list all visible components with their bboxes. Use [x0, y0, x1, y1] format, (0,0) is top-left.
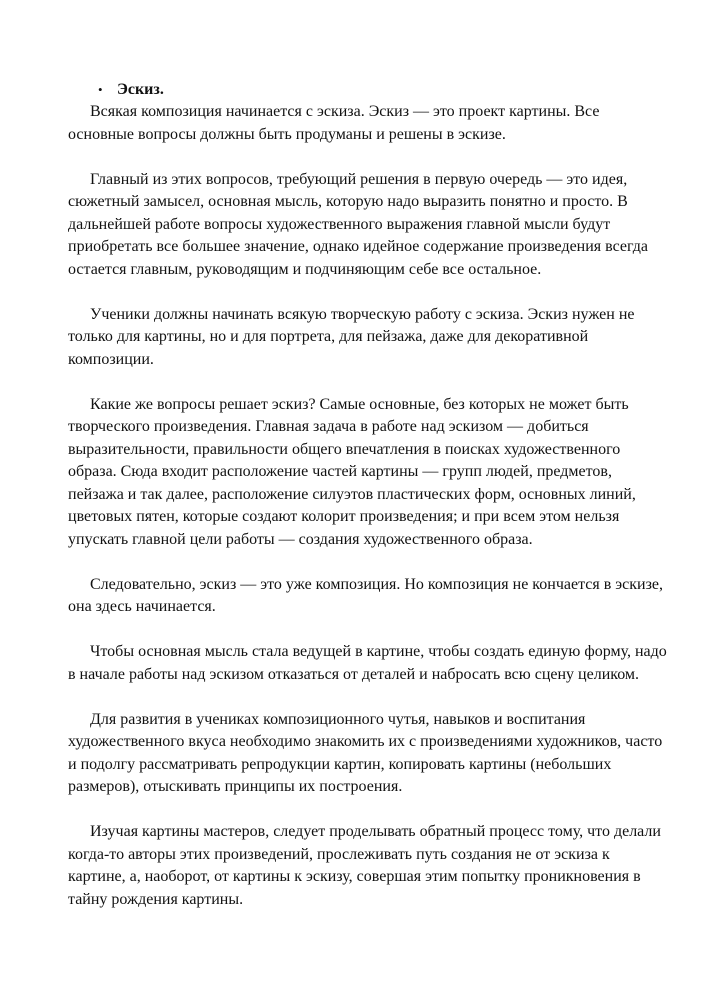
paragraph-gap [68, 551, 657, 574]
paragraph-7: Для развития в учениках композиционного чутья, навыков и воспитания художественного вкуса необходимо знакомить их с произведениями художников, часто и подолгу рассматривать репродукции картин, копировать картины (небольших размеров), отыскивать принципы их построения. [68, 710, 663, 795]
paragraph-1: Всякая композиция начинается с эскиза. Эскиз — это проект картины. Все основные вопросы должны быть продуманы и решены в эскизе. [68, 103, 600, 143]
paragraph-gap [68, 799, 657, 822]
paragraph-gap [68, 686, 657, 709]
paragraph-6: Чтобы основная мысль стала ведущей в картине, чтобы создать единую форму, надо в начале работы над эскизом отказаться от деталей и набросать всю сцену целиком. [68, 643, 667, 683]
section-title: Эскиз. [117, 81, 164, 98]
bullet-icon: • [98, 82, 103, 97]
paragraph-gap [68, 281, 657, 304]
paragraph-5: Следовательно, эскиз — это уже композиция. Но композиция не кончается в эскизе, она здесь начинается. [68, 575, 664, 615]
paragraph-8: Изучая картины мастеров, следует проделывать обратный процесс тому, что делали когда-то авторы этих произведений, прослеживать путь создания не от эскиза к картине, а, наоборот, от картины к эскизу, совершая этим попытку проникновения в тайну рождения картины. [68, 823, 661, 908]
paragraph-gap [68, 619, 657, 642]
paragraph-gap [68, 146, 657, 169]
paragraph-gap [68, 371, 657, 394]
paragraph-4: Какие же вопросы решает эскиз? Самые основные, без которых не может быть творческого произведения. Главная задача в работе над эскизом — добиться выразительности, правильности общего впечатления в поисках художественного образа. Сюда входит расположение частей картины — групп людей, предметов, пейзажа и так далее, расположение силуэтов пластических форм, основных линий, цветовых пятен, которые создают колорит произведения; и при всем этом нельзя упускать главной цели работы — создания художественного образа. [68, 395, 636, 548]
section-heading [68, 79, 657, 101]
paragraph-3: Ученики должны начинать всякую творческую работу с эскиза. Эскиз нужен не только для картины, но и для портрета, для пейзажа, даже для декоративной композиции. [68, 305, 635, 368]
paragraph-2: Главный из этих вопросов, требующий решения в первую очередь — это идея, сюжетный замысел, основная мысль, которую надо выразить понятно и просто. В дальнейшей работе вопросы художественного выражения главной мысли будут приобретать все большее значение, однако идейное содержание произведения всегда остается главным, руководящим и подчиняющим себе все остальное. [68, 170, 649, 278]
